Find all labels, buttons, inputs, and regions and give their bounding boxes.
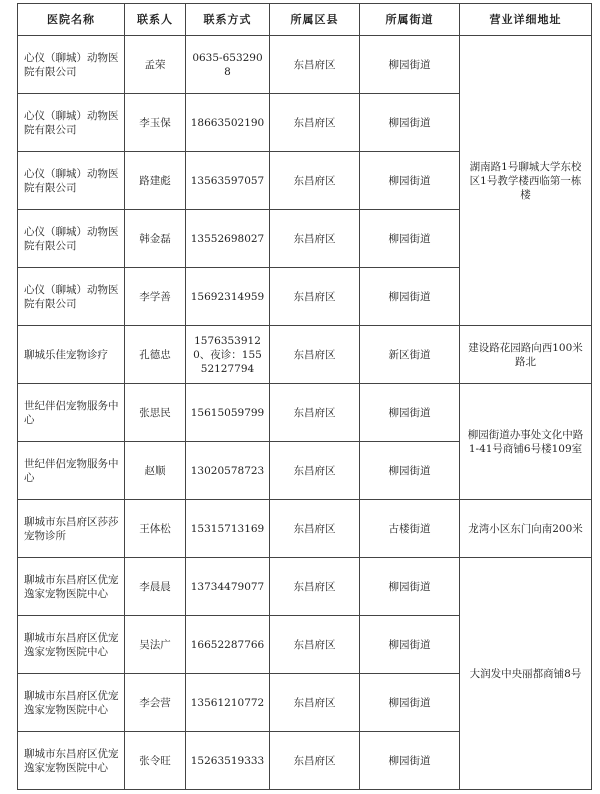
hospital-name: 聊城市东昌府区莎莎宠物诊所	[18, 500, 125, 558]
hospital-name: 世纪伴侣宠物服务中心	[18, 442, 125, 500]
district: 东昌府区	[270, 268, 360, 326]
district: 东昌府区	[270, 152, 360, 210]
hospital-name: 聊城市东昌府区优宠逸家宠物医院中心	[18, 732, 125, 790]
header-street: 所属街道	[360, 4, 460, 36]
hospital-name: 聊城市东昌府区优宠逸家宠物医院中心	[18, 616, 125, 674]
table-row	[18, 558, 592, 616]
address-cell: 大润发中央丽都商铺8号	[460, 558, 592, 790]
phone-number: 0635-6532908	[186, 36, 270, 94]
contact-person: 李玉保	[125, 94, 186, 152]
contact-person: 张令旺	[125, 732, 186, 790]
phone-number: 15615059799	[186, 384, 270, 442]
phone-number: 13734479077	[186, 558, 270, 616]
header-row	[18, 4, 592, 36]
contact-person: 赵顺	[125, 442, 186, 500]
district: 东昌府区	[270, 674, 360, 732]
contact-person: 孟荣	[125, 36, 186, 94]
district: 东昌府区	[270, 442, 360, 500]
district: 东昌府区	[270, 36, 360, 94]
header-contact: 联系人	[125, 4, 186, 36]
street: 柳园街道	[360, 616, 460, 674]
contact-person: 孔德忠	[125, 326, 186, 384]
header-phone: 联系方式	[186, 4, 270, 36]
street: 柳园街道	[360, 36, 460, 94]
street: 新区街道	[360, 326, 460, 384]
phone-number: 13561210772	[186, 674, 270, 732]
district: 东昌府区	[270, 732, 360, 790]
hospital-name: 聊城乐佳宠物诊疗	[18, 326, 125, 384]
district: 东昌府区	[270, 326, 360, 384]
address-cell: 湖南路1号聊城大学东校区1号教学楼西临第一栋楼	[460, 36, 592, 326]
document-page	[17, 3, 591, 790]
contact-person: 韩金磊	[125, 210, 186, 268]
phone-number: 15263519333	[186, 732, 270, 790]
phone-number: 18663502190	[186, 94, 270, 152]
contact-person: 李学善	[125, 268, 186, 326]
table-row	[18, 500, 592, 558]
phone-number: 13552698027	[186, 210, 270, 268]
contact-person: 李晨晨	[125, 558, 186, 616]
street: 柳园街道	[360, 384, 460, 442]
hospital-name: 心仪（聊城）动物医院有限公司	[18, 152, 125, 210]
table-row	[18, 326, 592, 384]
hospital-name: 聊城市东昌府区优宠逸家宠物医院中心	[18, 674, 125, 732]
address-cell: 龙湾小区东门向南200米	[460, 500, 592, 558]
hospital-name: 心仪（聊城）动物医院有限公司	[18, 210, 125, 268]
street: 古楼街道	[360, 500, 460, 558]
phone-number: 15692314959	[186, 268, 270, 326]
address-cell: 柳园街道办事处文化中路1-41号商铺6号楼109室	[460, 384, 592, 500]
phone-number: 15315713169	[186, 500, 270, 558]
hospital-name: 聊城市东昌府区优宠逸家宠物医院中心	[18, 558, 125, 616]
street: 柳园街道	[360, 268, 460, 326]
header-address: 营业详细地址	[460, 4, 592, 36]
hospital-name: 心仪（聊城）动物医院有限公司	[18, 36, 125, 94]
hospital-name: 世纪伴侣宠物服务中心	[18, 384, 125, 442]
hospital-name: 心仪（聊城）动物医院有限公司	[18, 268, 125, 326]
street: 柳园街道	[360, 442, 460, 500]
contact-person: 吴法广	[125, 616, 186, 674]
street: 柳园街道	[360, 558, 460, 616]
phone-number: 13020578723	[186, 442, 270, 500]
street: 柳园街道	[360, 210, 460, 268]
phone-number: 16652287766	[186, 616, 270, 674]
contact-person: 张思民	[125, 384, 186, 442]
header-district: 所属区县	[270, 4, 360, 36]
district: 东昌府区	[270, 384, 360, 442]
contact-person: 路建彪	[125, 152, 186, 210]
header-hospital: 医院名称	[18, 4, 125, 36]
table-row	[18, 36, 592, 94]
table-row	[18, 384, 592, 442]
contact-person: 王体松	[125, 500, 186, 558]
street: 柳园街道	[360, 732, 460, 790]
pet-hospital-table	[17, 3, 592, 790]
district: 东昌府区	[270, 94, 360, 152]
street: 柳园街道	[360, 152, 460, 210]
hospital-name: 心仪（聊城）动物医院有限公司	[18, 94, 125, 152]
contact-person: 李会营	[125, 674, 186, 732]
address-cell: 建设路花园路向西100米路北	[460, 326, 592, 384]
district: 东昌府区	[270, 616, 360, 674]
district: 东昌府区	[270, 558, 360, 616]
district: 东昌府区	[270, 210, 360, 268]
district: 东昌府区	[270, 500, 360, 558]
street: 柳园街道	[360, 674, 460, 732]
phone-number: 13563597057	[186, 152, 270, 210]
street: 柳园街道	[360, 94, 460, 152]
phone-number: 15763539120、夜诊：15552127794	[186, 326, 270, 384]
